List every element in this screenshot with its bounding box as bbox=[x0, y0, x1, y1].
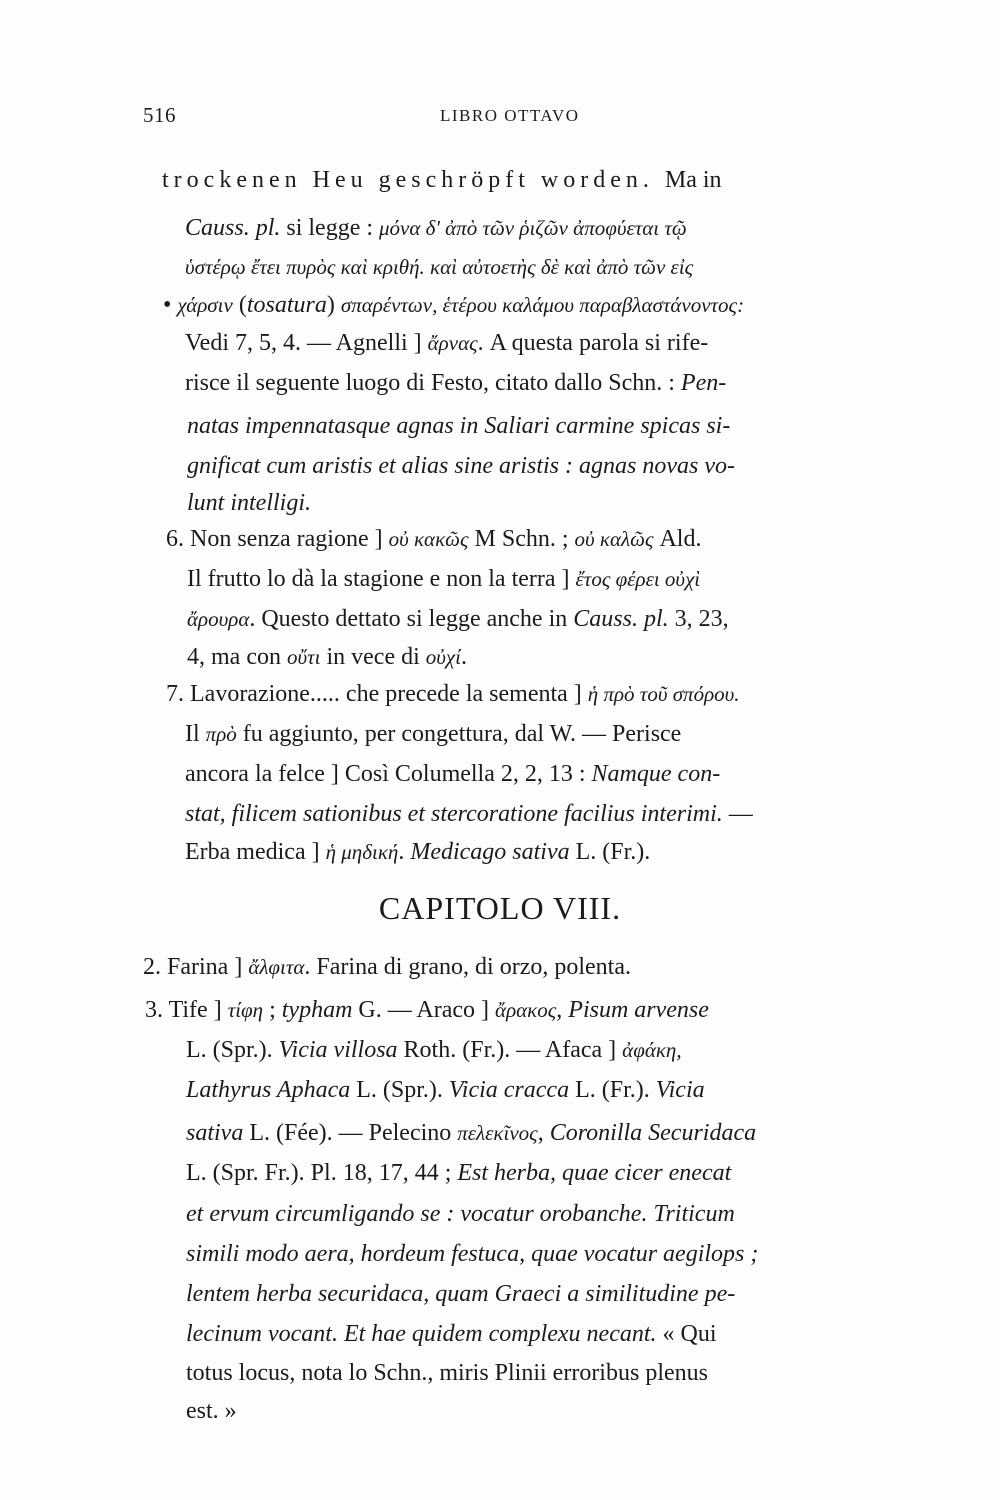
text-line bbox=[187, 452, 735, 480]
text-line bbox=[186, 1320, 717, 1348]
text-span: L. (Spr.). bbox=[186, 1037, 279, 1063]
text-span: 2. Farina ] bbox=[143, 954, 249, 980]
greek-text: ἡ μηδική bbox=[325, 840, 399, 864]
text-line bbox=[185, 329, 708, 357]
text-span: . A questa parola si rife- bbox=[477, 330, 709, 356]
text-span: L. (Fée). — Pelecino bbox=[243, 1120, 458, 1146]
italic-text: lentem herba securidaca, quam Graeci a similitudine pe- bbox=[186, 1281, 736, 1307]
text-span: Vedi 7, 5, 4. — Agnelli ] bbox=[185, 330, 428, 356]
greek-text: τίφη bbox=[227, 998, 264, 1022]
text-span: fu aggiunto, per congettura, dal W. — Perisce bbox=[236, 721, 682, 747]
chapter-heading: CAPITOLO VIII. bbox=[378, 890, 622, 926]
text-line bbox=[185, 800, 753, 828]
text-span: ancora la felce ] Così Columella 2, 2, 13 : bbox=[185, 761, 592, 787]
text-line bbox=[187, 643, 467, 671]
greek-text: ἀφάκη, bbox=[622, 1038, 682, 1062]
italic-text: gnificat cum aristis et alias sine aristis : agnas novas vo- bbox=[187, 453, 735, 479]
text-span: Roth. (Fr.). — Afaca ] bbox=[397, 1037, 623, 1063]
text-span: Il bbox=[185, 721, 206, 747]
text-line bbox=[186, 1036, 682, 1064]
greek-text: μόνα δ' ἀπὸ τῶν ῥιζῶν ἀποφύεται τῷ bbox=[379, 216, 687, 240]
text-span: L. (Fr.). bbox=[569, 1077, 656, 1103]
text-span: est. » bbox=[186, 1398, 237, 1424]
italic-text: typham bbox=[281, 997, 353, 1023]
text-span: « Qui bbox=[656, 1321, 717, 1347]
page-number: 516 bbox=[143, 103, 176, 127]
italic-text: Vicia villosa bbox=[278, 1037, 398, 1063]
text-line bbox=[186, 1240, 758, 1268]
greek-text: οὐ κακῶς bbox=[388, 527, 469, 551]
text-span: totus locus, nota lo Schn., miris Plinii erroribus plenus bbox=[186, 1360, 708, 1386]
text-line bbox=[162, 166, 722, 194]
italic-text: Causs. pl. bbox=[185, 215, 281, 241]
greek-text: οὐ καλῶς bbox=[574, 527, 654, 551]
text-line bbox=[145, 996, 709, 1024]
text-span: 3, 23, bbox=[668, 606, 729, 632]
text-line bbox=[185, 838, 650, 866]
italic-text: Est herba, quae cicer enecat bbox=[457, 1160, 732, 1186]
italic-text: Pisum arvense bbox=[568, 997, 709, 1023]
text-line bbox=[186, 1159, 731, 1187]
text-span: Il frutto lo dà la stagione e non la terra ] bbox=[187, 566, 576, 592]
greek-text: οὐχί bbox=[425, 645, 461, 669]
greek-text: σπαρέντων, ἑτέρου καλάμου παραβλαστάνοντος: bbox=[340, 293, 745, 317]
italic-text: Medicago sativa bbox=[410, 839, 570, 865]
text-line bbox=[185, 369, 726, 397]
text-line bbox=[186, 1397, 237, 1425]
italic-text: Vicia cracca bbox=[448, 1077, 570, 1103]
text-span: trockenen Heu geschröpft worden. bbox=[162, 167, 665, 193]
text-line bbox=[187, 489, 311, 517]
text-line bbox=[186, 1076, 705, 1104]
text-span: 7. Lavorazione..... che precede la sementa ] bbox=[166, 681, 588, 707]
italic-text: simili modo aera, hordeum festuca, quae vocatur aegilops ; bbox=[186, 1241, 759, 1267]
greek-text: ἄρουρα bbox=[187, 607, 250, 631]
text-span: 6. Non senza ragione ] bbox=[166, 526, 389, 552]
text-span: Ma in bbox=[664, 167, 722, 193]
text-line bbox=[185, 214, 687, 242]
text-span: L. (Fr.). bbox=[569, 839, 651, 865]
text-line bbox=[187, 565, 700, 593]
greek-text: ὑστέρῳ ἔτει πυρὸς καὶ κριθή. καὶ αὐτοετὴς δὲ καὶ ἀπὸ τῶν εἰς bbox=[185, 255, 694, 279]
italic-text: Namque con- bbox=[591, 761, 721, 787]
italic-text: Vicia bbox=[655, 1077, 705, 1103]
italic-text: tosatura bbox=[246, 292, 327, 318]
greek-text: οὔτι bbox=[286, 645, 321, 669]
greek-text: ἡ πρὸ τοῦ σπόρου. bbox=[587, 682, 740, 706]
italic-text: stat, filicem sationibus et stercoratione facilius interimi. bbox=[185, 801, 723, 827]
text-span: . bbox=[398, 839, 411, 865]
italic-text: et ervum circumligando se : vocatur orobanche. Triticum bbox=[186, 1201, 735, 1227]
text-span: M Schn. ; bbox=[468, 526, 575, 552]
text-span: L. (Spr.). bbox=[350, 1077, 449, 1103]
text-line bbox=[143, 953, 631, 981]
greek-text: πελεκῖνος bbox=[457, 1121, 538, 1145]
greek-text: ἔτος φέρει οὐχὶ bbox=[575, 567, 701, 591]
text-line bbox=[187, 605, 729, 633]
text-span: L. (Spr. Fr.). Pl. 18, 17, 44 ; bbox=[186, 1160, 458, 1186]
italic-text: Coronilla Securidaca bbox=[549, 1120, 757, 1146]
text-line bbox=[166, 680, 740, 708]
text-line bbox=[163, 291, 744, 319]
text-line bbox=[186, 1119, 756, 1147]
text-line bbox=[166, 525, 701, 553]
text-line bbox=[185, 253, 693, 281]
italic-text: sativa bbox=[186, 1120, 244, 1146]
italic-text: Lathyrus Aphaca bbox=[186, 1077, 351, 1103]
italic-text: natas impennatasque agnas in Saliari carmine spicas si- bbox=[187, 413, 731, 439]
text-span: — bbox=[722, 801, 753, 827]
text-line bbox=[185, 720, 681, 748]
text-line bbox=[186, 1200, 735, 1228]
italic-text: Pen- bbox=[680, 370, 727, 396]
text-span: . Questo dettato si legge anche in bbox=[249, 606, 574, 632]
text-line bbox=[185, 760, 720, 788]
text-span: G. — Araco ] bbox=[352, 997, 496, 1023]
text-span: , bbox=[537, 1120, 550, 1146]
text-span: 3. Tife ] bbox=[145, 997, 228, 1023]
text-span: 4, ma con bbox=[187, 644, 287, 670]
text-span: Erba medica ] bbox=[185, 839, 326, 865]
text-span: ) bbox=[326, 292, 341, 318]
greek-text: ἄρακος bbox=[495, 998, 557, 1022]
text-span: Ald. bbox=[653, 526, 702, 552]
italic-text: lunt intelligi. bbox=[187, 490, 311, 516]
running-title: LIBRO OTTAVO bbox=[440, 106, 580, 125]
text-span: • bbox=[163, 292, 178, 318]
text-span: . Farina di grano, di orzo, polenta. bbox=[304, 954, 631, 980]
text-span: risce il seguente luogo di Festo, citato dallo Schn. : bbox=[185, 370, 681, 396]
text-span: . bbox=[461, 644, 467, 670]
text-line bbox=[187, 412, 730, 440]
greek-text: ἄρνας bbox=[427, 331, 478, 355]
text-span: ( bbox=[232, 292, 247, 318]
italic-text: Causs. pl. bbox=[573, 606, 669, 632]
greek-text: πρὸ bbox=[205, 722, 237, 746]
text-line bbox=[186, 1280, 735, 1308]
greek-text: χάρσιν bbox=[177, 293, 233, 317]
text-span: si legge : bbox=[280, 215, 380, 241]
text-line bbox=[186, 1359, 708, 1387]
text-span: , bbox=[556, 997, 569, 1023]
text-span: in vece di bbox=[320, 644, 426, 670]
text-span: ; bbox=[263, 997, 282, 1023]
greek-text: ἄλφιτα bbox=[248, 955, 305, 979]
italic-text: lecinum vocant. Et hae quidem complexu necant. bbox=[186, 1321, 657, 1347]
